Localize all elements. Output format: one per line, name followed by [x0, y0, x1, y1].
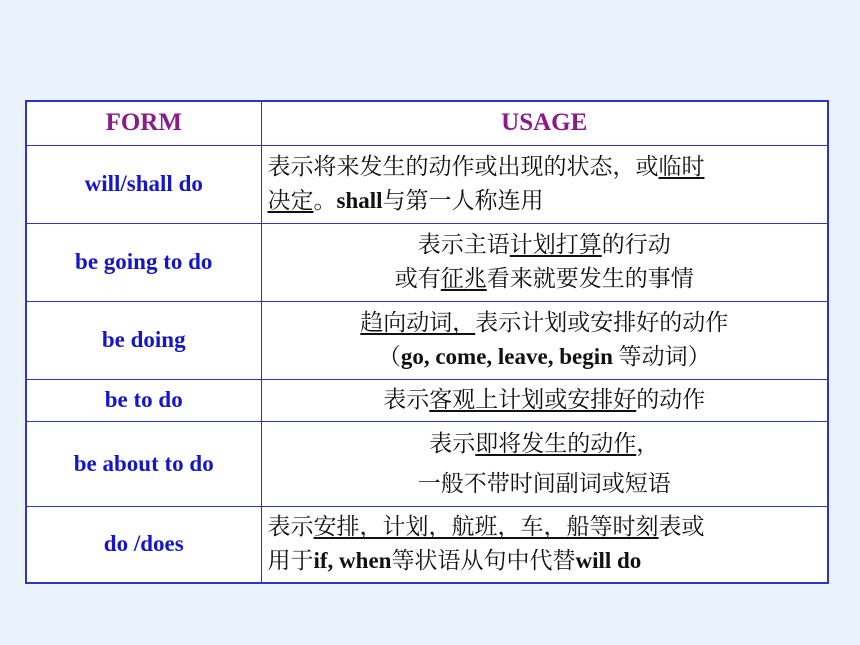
form-cell: be to do [26, 379, 261, 421]
usage-text: 表示主语 [417, 232, 510, 257]
usage-underlined-text: 趋向动词， [360, 310, 476, 335]
form-cell: be doing [26, 301, 261, 379]
usage-text: 表示 [429, 430, 476, 456]
usage-text: 表示 [383, 387, 430, 412]
header-row [26, 101, 828, 145]
usage-underlined-text: 征兆 [440, 266, 487, 291]
usage-line [268, 150, 822, 184]
usage-text: 表示将来发生的动作或出现的状态，或 [267, 154, 659, 179]
usage-text: 等状语从句中代替 [391, 548, 576, 574]
usage-text: 等动词） [612, 344, 711, 369]
usage-line [268, 228, 822, 262]
usage-underlined-text: 计划打算 [509, 232, 602, 257]
table-row [26, 301, 828, 379]
future-tense-table [25, 100, 829, 584]
usage-text: 的动作 [636, 387, 706, 412]
usage-line [268, 464, 822, 504]
usage-text: 表示计划或安排好的动作 [475, 310, 729, 335]
usage-text: 用于 [267, 548, 314, 574]
form-cell: do /does [26, 506, 261, 583]
usage-text: 的行动 [601, 232, 671, 257]
usage-cell [261, 506, 828, 583]
usage-line [268, 262, 822, 296]
usage-bold-text: shall [336, 188, 383, 213]
table-row [26, 421, 828, 506]
form-cell: will/shall do [26, 145, 261, 223]
usage-underlined-text: 即将发生的动作 [475, 430, 637, 456]
usage-cell [261, 301, 828, 379]
table-row [26, 506, 828, 583]
usage-line [268, 510, 822, 544]
usage-line [268, 340, 822, 374]
usage-bold-text: if, when [313, 548, 392, 574]
usage-underlined-text: 临时 [658, 154, 705, 179]
usage-cell [261, 379, 828, 421]
table-row [26, 379, 828, 421]
usage-line [268, 424, 822, 464]
table-row [26, 145, 828, 223]
usage-line [268, 306, 822, 340]
usage-underlined-text: 客观上计划或安排好 [429, 387, 637, 412]
usage-bold-text: will do [575, 548, 642, 574]
usage-cell [261, 223, 828, 301]
form-cell: be about to do [26, 421, 261, 506]
usage-line [268, 383, 822, 417]
usage-cell [261, 145, 828, 223]
usage-text: ， [636, 430, 660, 456]
usage-text: 或有 [394, 266, 441, 291]
usage-text: 表或 [658, 514, 705, 540]
usage-bold-text: go, come, leave, begin [400, 344, 613, 369]
usage-text: （ [377, 344, 401, 369]
usage-text: 与第一人称连用 [382, 188, 544, 213]
usage-underlined-text: 决定 [267, 188, 314, 213]
usage-cell [261, 421, 828, 506]
usage-text: 一般不带时间副词或短语 [417, 470, 671, 496]
usage-text: 。 [313, 188, 337, 213]
form-cell: be going to do [26, 223, 261, 301]
usage-underlined-text: 安排，计划，航班，车，船等时刻 [313, 514, 659, 540]
table-row [26, 223, 828, 301]
usage-header: USAGE [261, 101, 828, 145]
usage-line [268, 184, 822, 218]
usage-line [268, 544, 822, 578]
usage-text: 看来就要发生的事情 [486, 266, 694, 291]
usage-text: 表示 [267, 514, 314, 540]
form-header: FORM [26, 101, 261, 145]
